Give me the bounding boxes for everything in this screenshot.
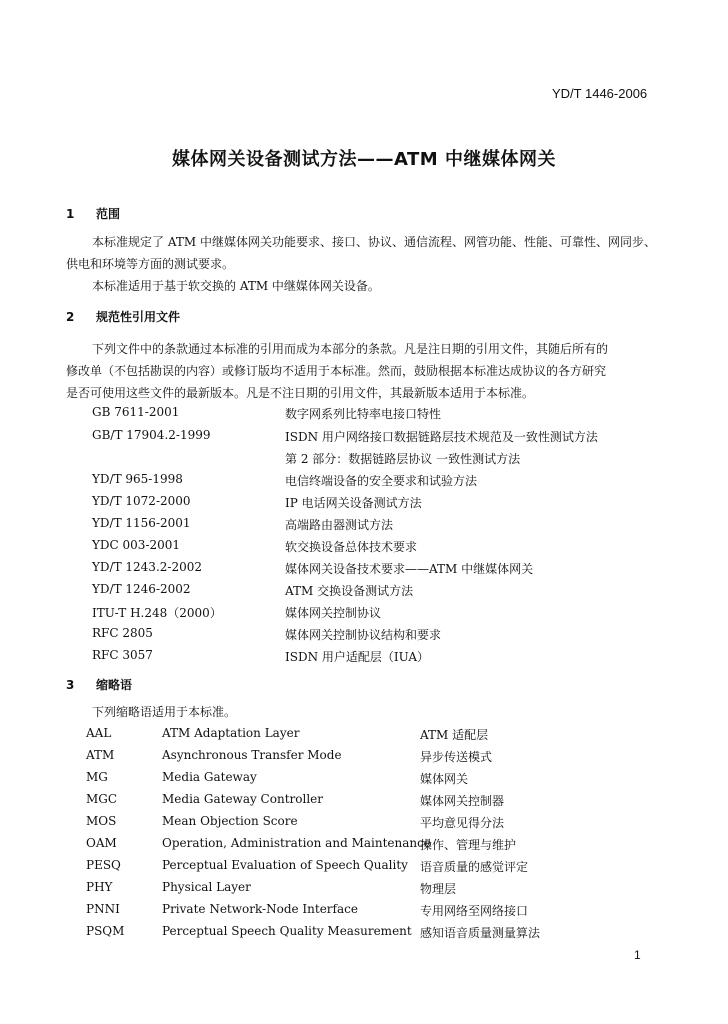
reference-code: YD/T 965-1998 [92,472,183,486]
section-number: 1 [66,207,75,221]
reference-code: YD/T 1243.2-2002 [92,560,202,574]
section-3-heading [66,676,132,693]
reference-code: YDC 003-2001 [92,538,181,552]
reference-title: ATM 交换设备测试方法 [285,584,414,598]
reference-title: 电信终端设备的安全要求和试验方法 [285,474,478,488]
abbreviation-chinese: 专用网络至网络接口 [420,904,529,918]
abbreviation-english: Media Gateway [162,770,257,784]
abbreviation-english: ATM Adaptation Layer [162,726,300,740]
reference-title: 媒体网关设备技术要求——ATM 中继媒体网关 [285,562,534,576]
reference-title: 软交换设备总体技术要求 [285,540,418,554]
section-number: 3 [66,678,75,692]
reference-code: YD/T 1072-2000 [92,494,191,508]
abbreviation-english: Private Network-Node Interface [162,902,358,916]
reference-code: GB 7611-2001 [92,405,180,419]
abbreviation: MG [86,770,108,784]
section-2-heading [66,308,180,325]
section-3-intro: 下列缩略语适用于本标准。 [92,705,237,719]
abbreviation-chinese: 平均意见得分法 [420,816,505,830]
abbreviation-chinese: 物理层 [420,882,457,896]
abbreviation-chinese: 媒体网关控制器 [420,794,505,808]
section-2-paragraph-line-1: 下列文件中的条款通过本标准的引用而成为本部分的条款。凡是注日期的引用文件，其随后所有的 [92,342,609,356]
reference-code: RFC 3057 [92,648,153,662]
abbreviation-english: Mean Objection Score [162,814,298,828]
section-2-paragraph-line-3: 是否可使用这些文件的最新版本。凡是不注日期的引用文件，其最新版本适用于本标准。 [66,386,535,400]
reference-code: GB/T 17904.2-1999 [92,428,211,442]
standard-number: YD/T 1446-2006 [552,86,648,101]
abbreviation: PHY [86,880,113,894]
abbreviation-chinese: 异步传送模式 [420,750,493,764]
abbreviation-chinese: ATM 适配层 [420,728,489,742]
page-number: 1 [634,948,641,962]
section-1-paragraph-2: 本标准适用于基于软交换的 ATM 中继媒体网关设备。 [92,279,380,293]
abbreviation-chinese: 感知语音质量测量算法 [420,926,541,940]
abbreviation-chinese: 语音质量的感觉评定 [420,860,529,874]
abbreviation-english: Perceptual Evaluation of Speech Quality [162,858,408,872]
section-title: 规范性引用文件 [96,310,181,324]
reference-code: RFC 2805 [92,626,153,640]
reference-title: 数字网系列比特率电接口特性 [285,407,442,421]
reference-title: ISDN 用户适配层（IUA） [285,650,430,664]
abbreviation: PESQ [86,858,121,872]
reference-title: IP 电话网关设备测试方法 [285,496,422,510]
section-1-heading [66,205,120,222]
reference-title: 媒体网关控制协议 [285,606,382,620]
abbreviation: MOS [86,814,117,828]
abbreviation-english: Media Gateway Controller [162,792,323,806]
section-1-paragraph-1: 本标准规定了 ATM 中继媒体网关功能要求、接口、协议、通信流程、网管功能、性能、可靠性、网同步、供电和环境等方面的测试要求。 [66,235,656,271]
abbreviation-chinese: 媒体网关 [420,772,469,786]
abbreviation: AAL [86,726,112,740]
abbreviation-english: Perceptual Speech Quality Measurement [162,924,412,938]
abbreviation-chinese: 操作、管理与维护 [420,838,517,852]
abbreviation: PNNI [86,902,120,916]
reference-code: ITU-T H.248（2000） [92,606,222,620]
reference-title: 高端路由器测试方法 [285,518,394,532]
abbreviation: OAM [86,836,117,850]
section-title: 范围 [96,207,121,221]
abbreviation-english: Operation, Administration and Maintenance [162,836,431,850]
reference-code: YD/T 1246-2002 [92,582,191,596]
abbreviation-english: Physical Layer [162,880,251,894]
section-2-paragraph-line-2: 修改单（不包括勘误的内容）或修订版均不适用于本标准。然而，鼓励根据本标准达成协议的各方研究 [66,364,607,378]
section-number: 2 [66,310,75,324]
document-title: 媒体网关设备测试方法——ATM 中继媒体网关 [172,149,556,170]
abbreviation: MGC [86,792,118,806]
abbreviation: PSQM [86,924,125,938]
section-title: 缩略语 [96,678,133,692]
reference-title: 第 2 部分：数据链路层协议 一致性测试方法 [285,452,521,466]
reference-title: ISDN 用户网络接口数据链路层技术规范及一致性测试方法 [285,430,598,444]
reference-title: 媒体网关控制协议结构和要求 [285,628,442,642]
abbreviation: ATM [86,748,115,762]
abbreviation-english: Asynchronous Transfer Mode [162,748,342,762]
reference-code: YD/T 1156-2001 [92,516,191,530]
